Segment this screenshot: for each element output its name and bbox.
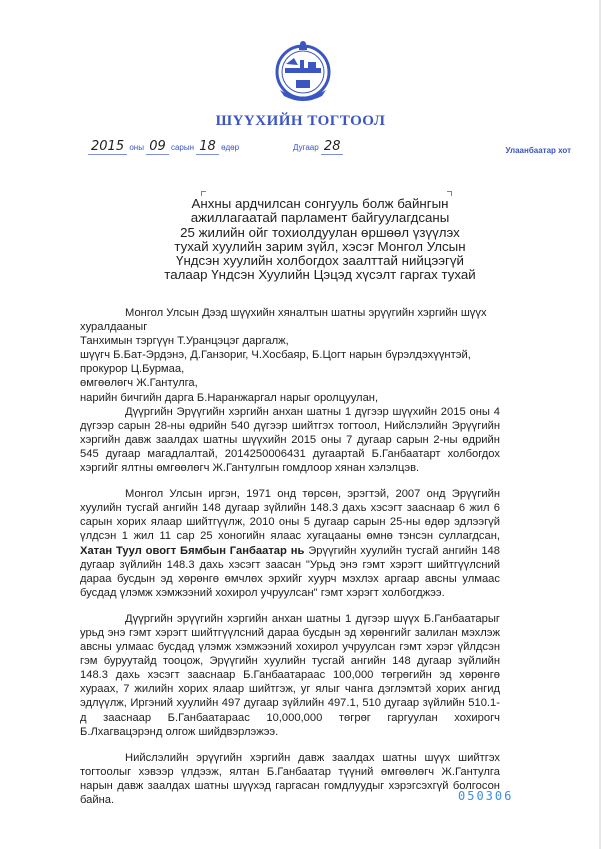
state-emblem-icon: [272, 38, 334, 104]
page-number-stamp: 050306: [458, 789, 514, 803]
intro-court-name: шүүхийн хяналтын шатны эрүүгийн хэргийн шүүх: [230, 307, 487, 319]
subject-line: ажиллагаатай парламент байгуулагдсаны: [190, 210, 450, 226]
paragraph-2-start: Монгол Улсын иргэн, 1971 онд төрсөн, эрэгтэй, 2007 онд Эрүүгийн хуулийн тусгай ангийн 148 дугаар зүйлийн 148.3 дахь хэсэгт зааснаар 6 жил 6 сарын хорих ялаар шийтгүүлж, 2010 оны 5 дугаар сарын 25-ны өдөр эдлээгүй үлдсэн 1 жил 11 сар 25 хоногийн ялаас хугацааны өмнө тэнсэн суллагдсан,: [80, 488, 500, 543]
date-field: [88, 140, 239, 155]
paragraph-3: Дүүргийн эрүүгийн хэргийн анхан шатны 1 дүгээр шүүх Б.Ганбаатарыг урьд энэ гэмт хэрэгт шийтгүүлсний дараа бусдын эд хөрөнгийг залилан мэхлэж авсны улмаас бусдад үлэмж хэмжээний хохирол учруулсан гэмт хэрэг үйлдсэн гэм буруутайд тооцож, Эрүүгийн хуулийн тусгай ангийн 148 дугаар зүйлийн 148.3 дахь хэсэгт зааснаар Б.Ганбаатараас 100,000 төгрөгийн эд хөрөнгө хураах, 7 жилийн хорих ялаар шийтгэж, уг ялыг чанга дэглэмтэй хорих ангид эдлүүлж, Иргэний хуулийн 497 дугаар зүйлийн 497.1, 510 дугаар зүйлийн 510.1-д зааснаар Б.Ганбаатараас 10,000,000 төгрөг гаргуулан хохирогч Б.Лхагвацэрэнд олгож шийдвэрлэжээ.: [80, 612, 500, 738]
year-value: 2015: [88, 140, 127, 155]
defendant-name: Хатан Туул овогт Бямбын Ганбаатар нь: [80, 544, 305, 557]
intro-paragraph: [80, 306, 500, 320]
year-suffix: оны: [129, 143, 144, 152]
paragraph-2: [80, 487, 500, 600]
intro-rest: хуралдааныг: [80, 321, 148, 334]
member-line: прокурор Ц.Бурмаа,: [80, 363, 185, 376]
paragraph-4: Нийслэлийн эрүүгийн хэргийн давж заалдах шатны шүүх шийтгэх тогтоолыг хэвээр үлдээж, ялтан Б.Ганбаатар түүний өмгөөлөгч Ж.Гантулга нарын давж заалдах шатны шүүхэд гаргасан гомдлуудыг хэрэгсэхгүй болгосон байна.: [80, 751, 500, 806]
number-field: [293, 140, 343, 155]
number-label: Дугаар: [293, 143, 319, 152]
month-value: 09: [146, 140, 169, 155]
paragraph-2-end: Эрүүгийн хуулийн тусгай ангийн 148 дугаар зүйлийн 148.3 дахь хэсэгт заасан "Урьд энэ гэмт хэрэгт шийтгүүлсний дараа бусдын эд хөрөнгө өмчлөх эрхийг хуурч мэхлэх аргаар авсны улмаас бусдад үлэмж хэмжээний хохирол учруулсан" гэмт хэрэгт холбогджээ.: [80, 544, 500, 599]
document-meta: [0, 140, 601, 164]
document-body: [80, 306, 500, 807]
subject-line: Үндсэн хуулийн холбогдох заалттай нийцээгүй: [176, 253, 464, 269]
month-suffix: сарын: [170, 143, 195, 152]
member-line: нарийн бичгийн дарга Б.Наранжаргал нарыг оролцуулан,: [80, 391, 379, 404]
number-value: 28: [321, 140, 344, 155]
member-line: шүүгч Б.Бат-Эрдэнэ, Д.Ганзориг, Ч.Хосбаяр, Б.Цогт нарын бүрэлдэхүүнтэй,: [80, 349, 471, 362]
subject-line: Анхны ардчилсан сонгууль болж байнгын: [191, 196, 449, 211]
day-suffix: өдөр: [221, 143, 240, 152]
intro-prefix: Монгол Улсын Дээд: [125, 307, 231, 319]
day-value: 18: [196, 140, 219, 155]
member-line: Танхимын тэргүүн Т.Уранцэцэг даргалж,: [80, 335, 289, 348]
subject-line: тухай хуулийн зарим зүйл, хэсэг Монгол Улсын: [174, 238, 466, 254]
paragraph-1: Дүүргийн Эрүүгийн хэргийн анхан шатны 1 дүгээр шүүхийн 2015 оны 4 дүгээр сарын 28-ны өдрийн 540 дүгээр шийтгэх тогтоол, Нийслэлийн Эрүүгийн хэргийн давж заалдах шатны шүүхийн 2015 оны 7 дугаар сарын 2-ны өдрийн 545 дугаар магадлалтай, 2014250006431 дугаартай Б.Ганбаатарт холбогдох хэргийг ялтны өмгөөлөгч Ж.Гантулгын гомдлоор хянан хэлэлцэв.: [80, 405, 500, 475]
city-label: Улаанбаатар хот: [505, 146, 571, 155]
document-title: ШҮҮХИЙН ТОГТООЛ: [215, 113, 386, 129]
member-line: өмгөөлөгч Ж.Гантулга,: [80, 377, 198, 390]
subject-line: талаар Үндсэн Хуулийн Цэцэд хүсэлт гаргах тухай: [164, 267, 476, 283]
subject-block: [120, 197, 520, 283]
subject-line: 25 жилийн ойг тохиолдуулан өршөөл үзүүлэх: [180, 224, 460, 240]
